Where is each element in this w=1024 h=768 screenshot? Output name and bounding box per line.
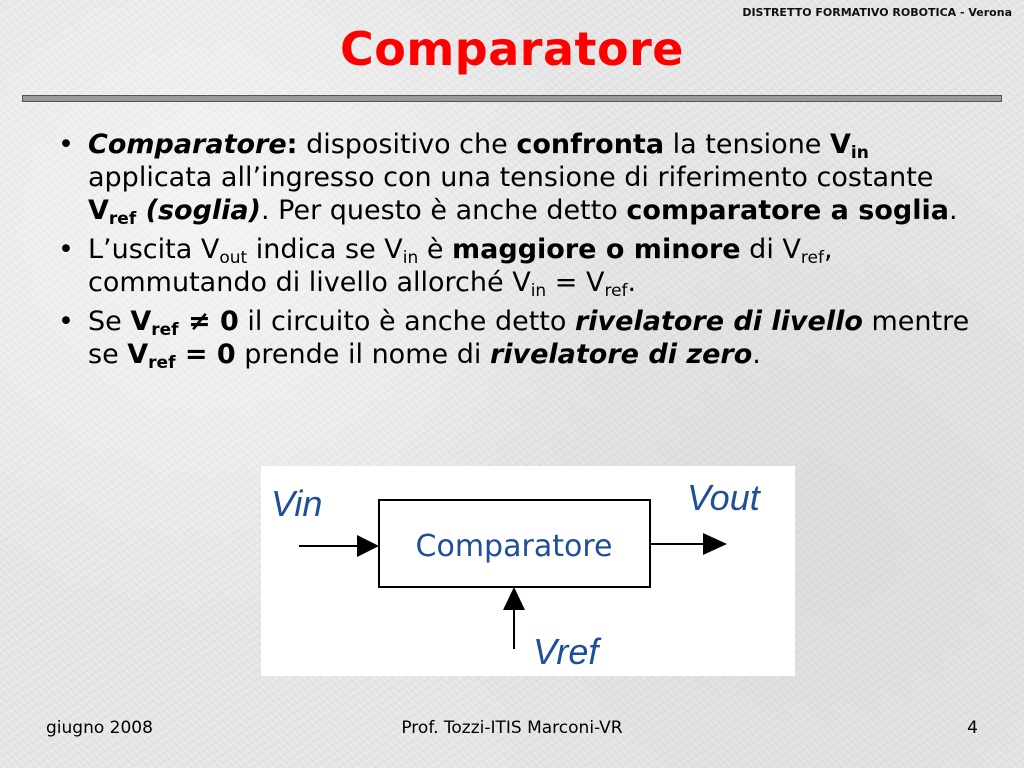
output-arrow-icon bbox=[703, 533, 727, 555]
diagram-canvas bbox=[261, 466, 795, 676]
block-label: Comparatore bbox=[415, 529, 613, 564]
input-arrow-icon bbox=[357, 535, 379, 557]
bullet-item-detector: • Se $V_{ref} \ne 0$ il circuito è anche detto rivelatore di livello mentre se $V_{ref} = 0$ prende il nome di rivelatore di zero. bbox=[52, 305, 982, 371]
bullet-item-definition: • Comparatore: dispositivo che confronta la tensione $V_{in}$ applicata all’ingresso con una tensione di riferimento costante $V_{ref}$ (soglia). Per questo è anche detto comparatore a soglia. bbox=[52, 128, 982, 227]
footer-date: giugno 2008 bbox=[46, 718, 153, 738]
reference-arrow-icon bbox=[503, 587, 525, 610]
bullet-item-output: • L’uscita $V_{out}$ indica se $V_{in}$ è maggiore o minore di $V_{ref}$, commutando di livello allorché $V_{in} = V_{ref}$. bbox=[52, 233, 982, 299]
comparator-block-diagram bbox=[261, 466, 795, 676]
page-number: 4 bbox=[967, 718, 978, 738]
output-label: Vout bbox=[687, 477, 760, 518]
slide-title: Comparatore bbox=[340, 22, 684, 76]
term-comparatore: Comparatore bbox=[88, 129, 287, 160]
header-organization: DISTRETTO FORMATIVO ROBOTICA - Verona bbox=[742, 6, 1012, 19]
input-label: Vin bbox=[271, 483, 323, 524]
reference-label: Vref bbox=[533, 631, 599, 672]
title-divider bbox=[22, 95, 1002, 102]
footer-author: Prof. Tozzi-ITIS Marconi-VR bbox=[401, 718, 623, 738]
bullet-list bbox=[52, 128, 982, 377]
